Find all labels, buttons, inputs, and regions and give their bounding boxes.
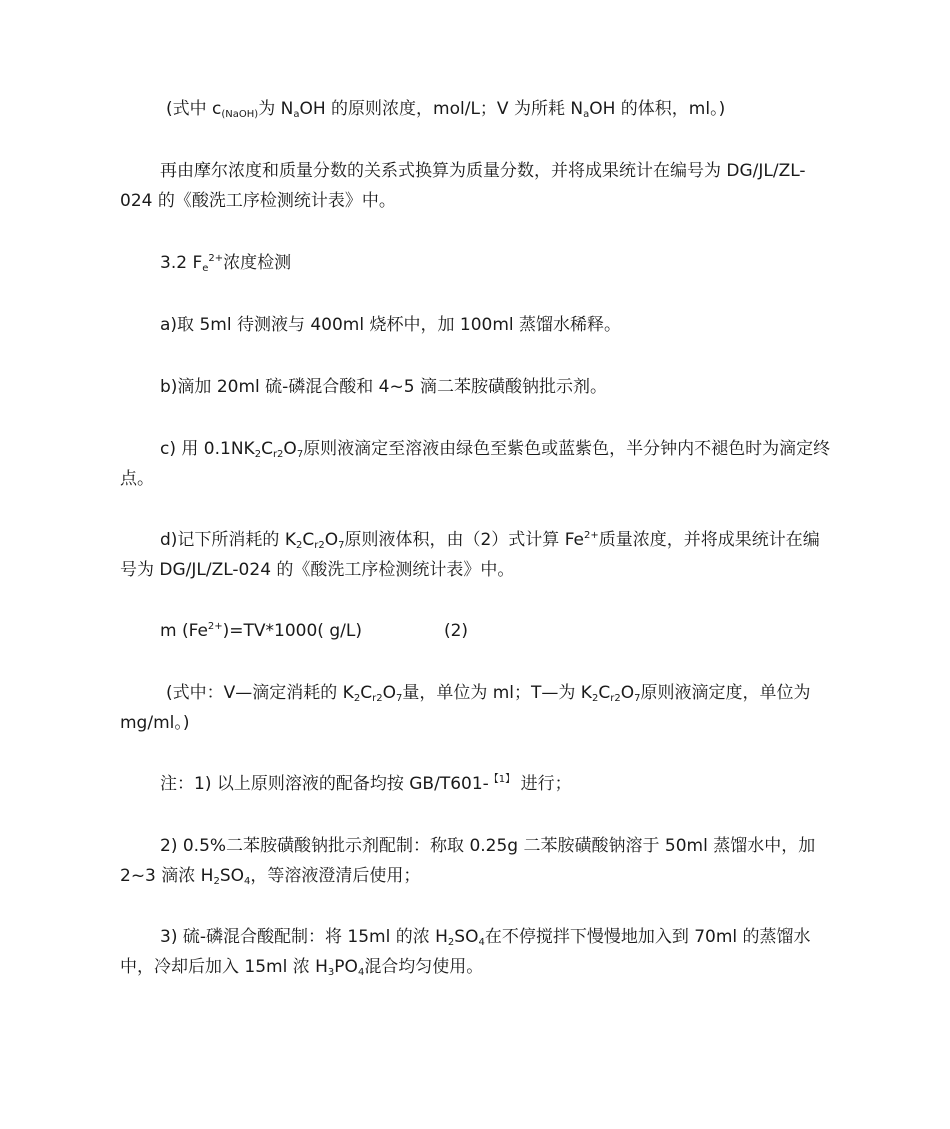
step-d: d)记下所消耗的 $K_2C_{r2}O_7$原则液体积，由（2）式计算 $Fe^{2+}$质量浓度，并将成果统计在编号为 DG/JL/ZL-024 的《酸洗工序检测统计表》中。	[120, 530, 820, 580]
citation-ref[interactable]: 【1】	[488, 774, 516, 785]
note-2: 2) 0.5%二苯胺磺酸钠批示剂配制：称取 0.25g 二苯胺磺酸钠溶于 50ml 蒸馏水中，加 2~3 滴浓 $H_2SO_4$，等溶液澄清后使用；	[120, 836, 816, 887]
note-3: 3) 硫-磷混合酸配制：将 15ml 的浓 $H_2SO_4$在不停搅拌下慢慢地加入到 70ml 的蒸馏水中，冷却后加入 15ml 浓 $H_3PO_4$混合均匀使用。	[120, 927, 811, 978]
note-1: 注：1) 以上原则溶液的配备均按 GB/T601-$^{【1】}$ 进行；	[160, 774, 572, 794]
formula-variables-note: (式中：V—滴定消耗的 $K_2C_{r2}O_7$量，单位为 ml；T—为 $K_2C_{r2}O_7$原则液滴定度，单位为 mg/ml。)	[120, 683, 811, 733]
step-c: c) 用 $0.1NK_2C_{r2}O_7$原则液滴定至溶液由绿色至紫色或蓝紫色，半分钟内不褪色时为滴定终点。	[120, 439, 831, 489]
step-b: b)滴加 20ml 硫-磷混合酸和 4~5 滴二苯胺磺酸钠批示剂。	[160, 377, 607, 397]
section-heading-3-2: 3.2 $F_e^{2+}$浓度检测	[160, 253, 292, 274]
naoh-note: (式中 $c_{(NaOH)}$为 $N_aOH$ 的原则浓度，mol/L；V 为所耗 $N_aOH$ 的体积，ml。)	[166, 99, 726, 120]
formula-2: m $(Fe^{2+})=TV*1000$( g/L) (2)	[160, 621, 469, 641]
equation-number: (2)	[443, 621, 469, 641]
step-a: a)取 5ml 待测液与 400ml 烧杯中，加 100ml 蒸馏水稀释。	[160, 315, 622, 335]
conversion-paragraph: 再由摩尔浓度和质量分数的关系式换算为质量分数，并将成果统计在编号为 DG/JL/ZL-024 的《酸洗工序检测统计表》中。	[120, 161, 806, 211]
